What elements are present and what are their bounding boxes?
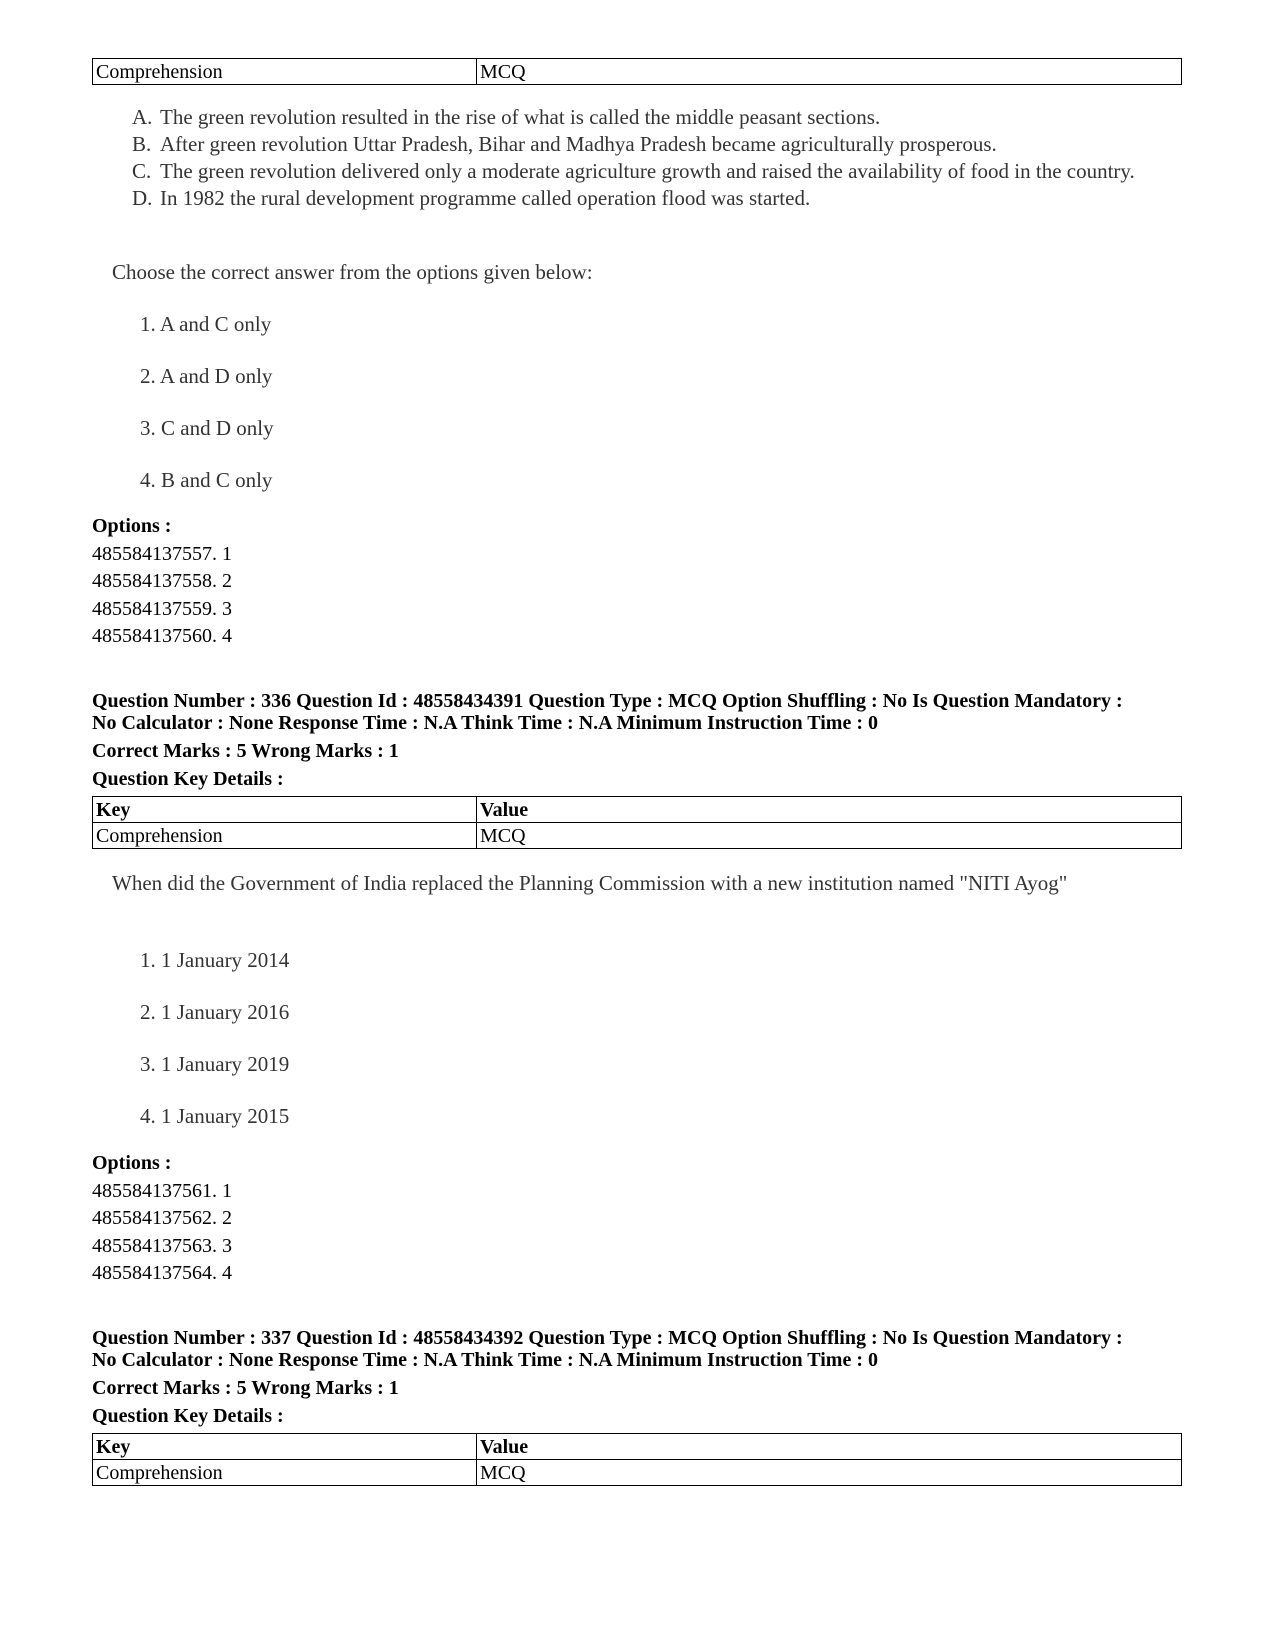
statement-c: C. The green revolution delivered only a moderate agriculture growth and raised the availability of food in the country. (132, 159, 1135, 183)
value-cell: MCQ (477, 823, 1182, 849)
value-header: Value (477, 1434, 1182, 1460)
key-cell: Comprehension (93, 823, 477, 849)
q336-marks: Correct Marks : 5 Wrong Marks : 1 (92, 740, 399, 762)
q336-option-4: 485584137564. 4 (92, 1262, 232, 1284)
q336-option-1: 485584137561. 1 (92, 1180, 232, 1202)
q335-statements (132, 104, 1162, 212)
q336-choice-1: 1. 1 January 2014 (140, 948, 290, 972)
q336-meta-line2: No Calculator : None Response Time : N.A Think Time : N.A Minimum Instruction Time : 0 (92, 712, 878, 734)
key-cell: Comprehension (93, 59, 477, 85)
q335-option-1: 485584137557. 1 (92, 543, 232, 565)
q336-option-3: 485584137563. 3 (92, 1235, 232, 1257)
q335-option-4: 485584137560. 4 (92, 625, 232, 647)
key-cell: Comprehension (93, 1460, 477, 1486)
q336-choice-4: 4. 1 January 2015 (140, 1104, 290, 1128)
q335-option-3: 485584137559. 3 (92, 598, 232, 620)
key-header: Key (93, 797, 477, 823)
q337-key-table (92, 1433, 1182, 1486)
q337-meta-line2: No Calculator : None Response Time : N.A Think Time : N.A Minimum Instruction Time : 0 (92, 1349, 878, 1371)
q335-key-table (92, 58, 1182, 85)
value-cell: MCQ (477, 59, 1182, 85)
q336-choice-2: 2. 1 January 2016 (140, 1000, 290, 1024)
value-cell: MCQ (477, 1460, 1182, 1486)
q335-option-2: 485584137558. 2 (92, 570, 232, 592)
q336-key-table (92, 796, 1182, 849)
q336-choice-3: 3. 1 January 2019 (140, 1052, 290, 1076)
q336-key-details-label: Question Key Details : (92, 768, 284, 790)
statement-a: A. The green revolution resulted in the rise of what is called the middle peasant sections. (132, 105, 881, 129)
q337-key-details-label: Question Key Details : (92, 1405, 284, 1427)
q335-choice-2: 2. A and D only (140, 364, 273, 388)
q337-meta (92, 1327, 1182, 1371)
value-header: Value (477, 797, 1182, 823)
q335-choice-4: 4. B and C only (140, 468, 273, 492)
q336-options-label: Options : (92, 1152, 172, 1174)
q335-prompt: Choose the correct answer from the options given below: (112, 260, 593, 284)
q336-option-2: 485584137562. 2 (92, 1207, 232, 1229)
q336-meta-line1: Question Number : 336 Question Id : 48558434391 Question Type : MCQ Option Shuffling : No Is Question Mandatory : (92, 690, 1123, 712)
q335-choice-1: 1. A and C only (140, 312, 272, 336)
key-header: Key (93, 1434, 477, 1460)
q337-meta-line1: Question Number : 337 Question Id : 48558434392 Question Type : MCQ Option Shuffling : No Is Question Mandatory : (92, 1327, 1123, 1349)
q337-marks: Correct Marks : 5 Wrong Marks : 1 (92, 1377, 399, 1399)
statement-d: D. In 1982 the rural development programme called operation flood was started. (132, 186, 811, 210)
q336-question: When did the Government of India replaced the Planning Commission with a new institution named "NITI Ayog" (112, 871, 1068, 895)
q335-options-label: Options : (92, 515, 172, 537)
statement-b: B. After green revolution Uttar Pradesh, Bihar and Madhya Pradesh became agriculturally prosperous. (132, 132, 997, 156)
q336-meta (92, 690, 1182, 734)
q335-choice-3: 3. C and D only (140, 416, 274, 440)
